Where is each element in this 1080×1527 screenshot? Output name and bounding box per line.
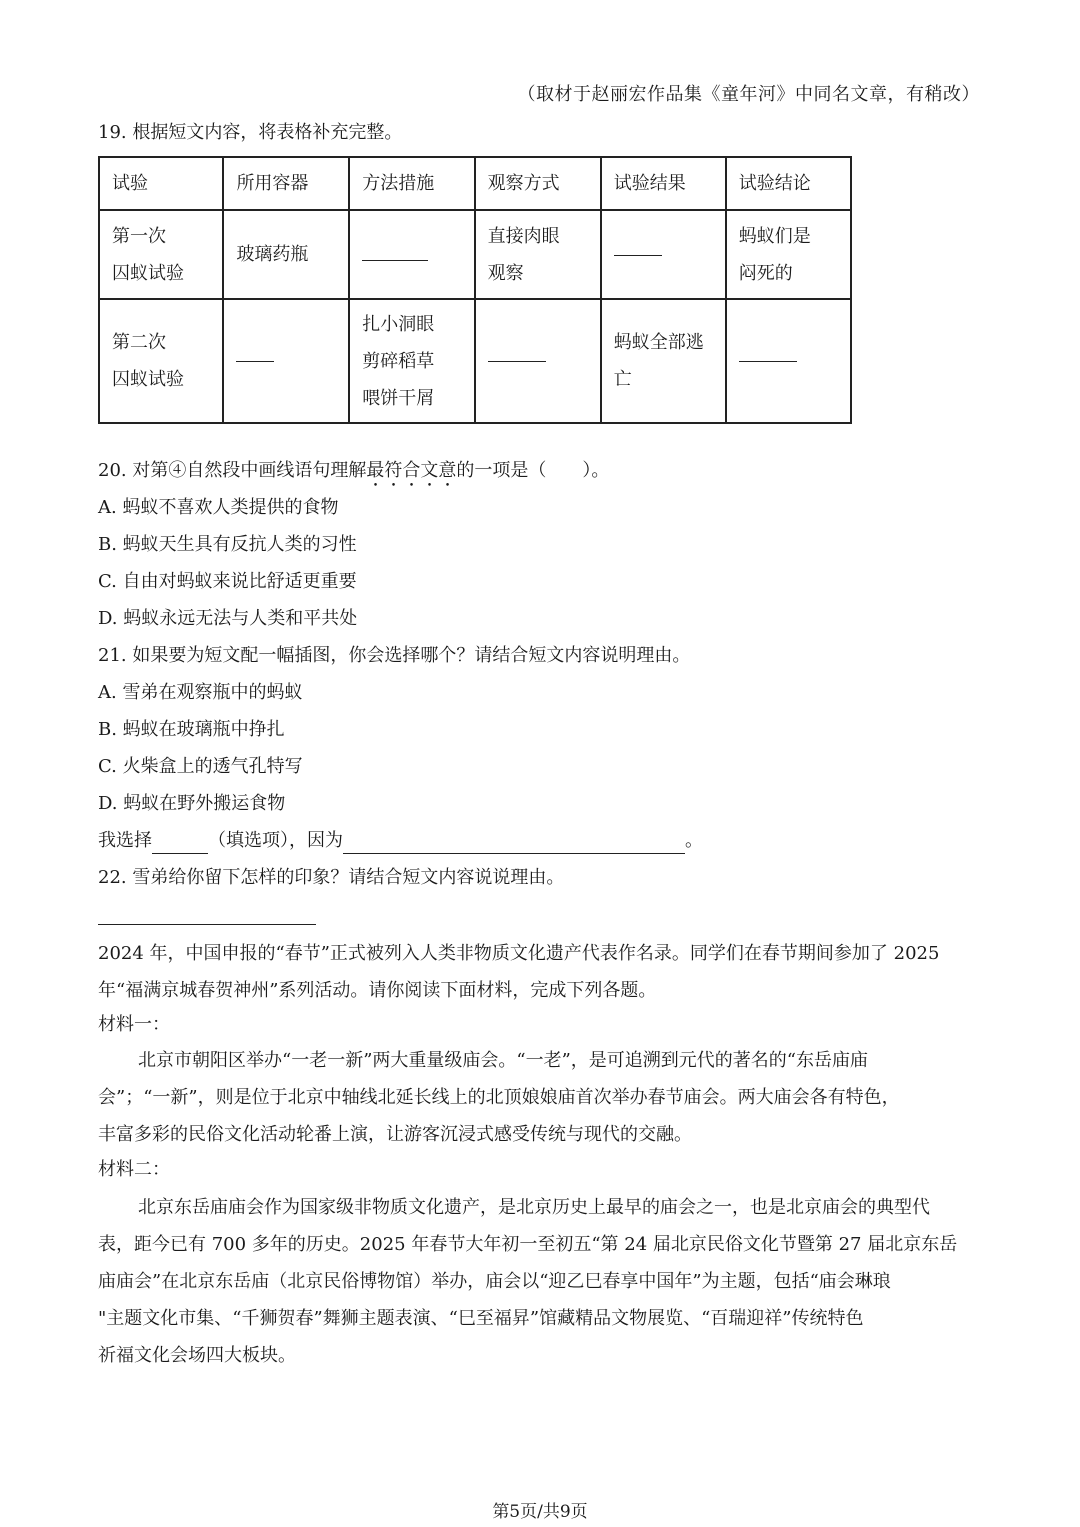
table-header-row (99, 157, 851, 210)
intro-line: 年“福满京城春贺神州”系列活动。请你阅读下面材料，完成下列各题。 (98, 980, 657, 1001)
material-2-line: 庙庙会”在北京东岳庙（北京民俗博物馆）举办，庙会以“迎乙巳春享中国年”为主题，包括“庙会琳琅 (98, 1271, 891, 1292)
material-2-text (98, 1189, 982, 1374)
table-row-2 (99, 299, 851, 423)
row1-method-blank[interactable] (349, 210, 474, 299)
header-cell: 方法措施 (349, 157, 474, 210)
question-22-stem: 22. 雪弟给你留下怎样的印象？请结合短文内容说说理由。 (98, 867, 565, 888)
page-number: 第5页/共9页 (492, 1502, 588, 1522)
q20-option-c[interactable]: C. 自由对蚂蚁来说比舒适更重要 (98, 571, 357, 592)
row1-name-line: 第一次 (112, 225, 166, 247)
section-divider (98, 924, 316, 925)
q21-answer-end: 。 (685, 830, 703, 851)
row1-observe-line: 观察 (487, 262, 524, 284)
table-row-1 (99, 210, 851, 299)
q21-option-c[interactable]: C. 火柴盒上的透气孔特写 (98, 756, 303, 777)
row2-result-line: 蚂蚁全部逃 (613, 332, 704, 353)
material-1-line: 北京市朝阳区举办“一老一新”两大重量级庙会。“一老”，是可追溯到元代的著名的“东岳庙庙 (138, 1050, 869, 1071)
q21-option-d[interactable]: D. 蚂蚁在野外搬运食物 (98, 793, 286, 814)
q20-stem-part: 的一项是（ ）。 (456, 460, 610, 481)
row2-method-line: 剪碎稻草 (362, 350, 435, 372)
q20-option-b[interactable]: B. 蚂蚁天生具有反抗人类的习性 (98, 534, 357, 555)
header-cell: 所用容器 (223, 157, 349, 210)
material-2-label: 材料二： (98, 1159, 170, 1180)
q20-emphasized-phrase: 最符合文意 (366, 460, 457, 481)
row2-name-line: 第二次 (112, 332, 166, 353)
header-cell: 试验结果 (601, 157, 726, 210)
row2-method (349, 299, 474, 423)
row1-conclusion-line: 闷死的 (738, 262, 793, 284)
material-2-line: 祈福文化会场四大板块。 (98, 1345, 296, 1366)
row1-conclusion-line: 蚂蚁们是 (738, 225, 811, 247)
row1-conclusion (726, 210, 851, 299)
question-20-stem (98, 459, 609, 491)
material-1-label: 材料一： (98, 1014, 170, 1035)
header-cell: 试验 (99, 157, 223, 210)
row2-result (601, 299, 726, 423)
q21-answer-prefix: 我选择 (98, 830, 152, 851)
row1-observe-line: 直接肉眼 (487, 225, 560, 247)
q20-option-d[interactable]: D. 蚂蚁永远无法与人类和平共处 (98, 608, 358, 629)
row2-name (99, 299, 223, 423)
row2-conclusion-blank[interactable] (726, 299, 851, 423)
row2-observe-blank[interactable] (475, 299, 601, 423)
q21-option-b[interactable]: B. 蚂蚁在玻璃瓶中挣扎 (98, 719, 285, 740)
row2-name-line: 囚蚁试验 (112, 369, 184, 390)
header-cell: 观察方式 (475, 157, 601, 210)
material-1-line: 会”；“一新”，则是位于北京中轴线北延长线上的北顶娘娘庙首次举办春节庙会。两大庙会各有特色， (98, 1087, 900, 1108)
row1-container: 玻璃药瓶 (223, 210, 349, 299)
row1-observe (475, 210, 601, 299)
source-note: （取材于赵丽宏作品集《童年河》中同名文章，有稍改） (517, 84, 980, 105)
intro-paragraph (98, 935, 982, 1009)
row2-method-line: 扎小洞眼 (362, 313, 435, 335)
row2-container-blank[interactable] (223, 299, 349, 423)
q21-option-a[interactable]: A. 雪弟在观察瓶中的蚂蚁 (98, 682, 303, 703)
row2-result-line: 亡 (613, 369, 632, 390)
q21-answer-line (98, 829, 703, 854)
row1-name (99, 210, 223, 299)
q20-option-a[interactable]: A. 蚂蚁不喜欢人类提供的食物 (98, 497, 339, 518)
material-1-text (98, 1042, 982, 1153)
row1-result-blank[interactable] (601, 210, 726, 299)
question-21-stem: 21. 如果要为短文配一幅插图，你会选择哪个？请结合短文内容说明理由。 (98, 645, 691, 666)
material-2-line: 北京东岳庙庙会作为国家级非物质文化遗产，是北京历史上最早的庙会之一，也是北京庙会的典型代 (138, 1197, 930, 1218)
q21-reason-blank[interactable] (343, 829, 685, 854)
material-2-line: 表，距今已有 700 多年的历史。2025 年春节大年初一至初五“第 24 届北京民俗文化节暨第 27 届北京东岳 (98, 1234, 958, 1255)
row1-name-line: 囚蚁试验 (112, 262, 184, 284)
row2-method-line: 喂饼干屑 (362, 387, 435, 409)
header-cell: 试验结论 (726, 157, 851, 210)
q20-stem-part: 20. 对第④自然段中画线语句理解 (98, 460, 367, 481)
question-19-stem: 19. 根据短文内容，将表格补充完整。 (98, 122, 403, 143)
intro-line: 2024 年，中国申报的“春节”正式被列入人类非物质文化遗产代表作名录。同学们在春节期间参加了 2025 (98, 943, 940, 964)
material-1-line: 丰富多彩的民俗文化活动轮番上演，让游客沉浸式感受传统与现代的交融。 (98, 1124, 692, 1145)
q21-choice-blank[interactable] (152, 829, 208, 854)
experiment-table (98, 156, 852, 424)
q21-answer-mid: （填选项），因为 (208, 830, 343, 851)
material-2-line: "主题文化市集、“千狮贺春”舞狮主题表演、“巳至福昇”馆藏精品文物展览、“百瑞迎祥”传统特色 (98, 1308, 864, 1329)
